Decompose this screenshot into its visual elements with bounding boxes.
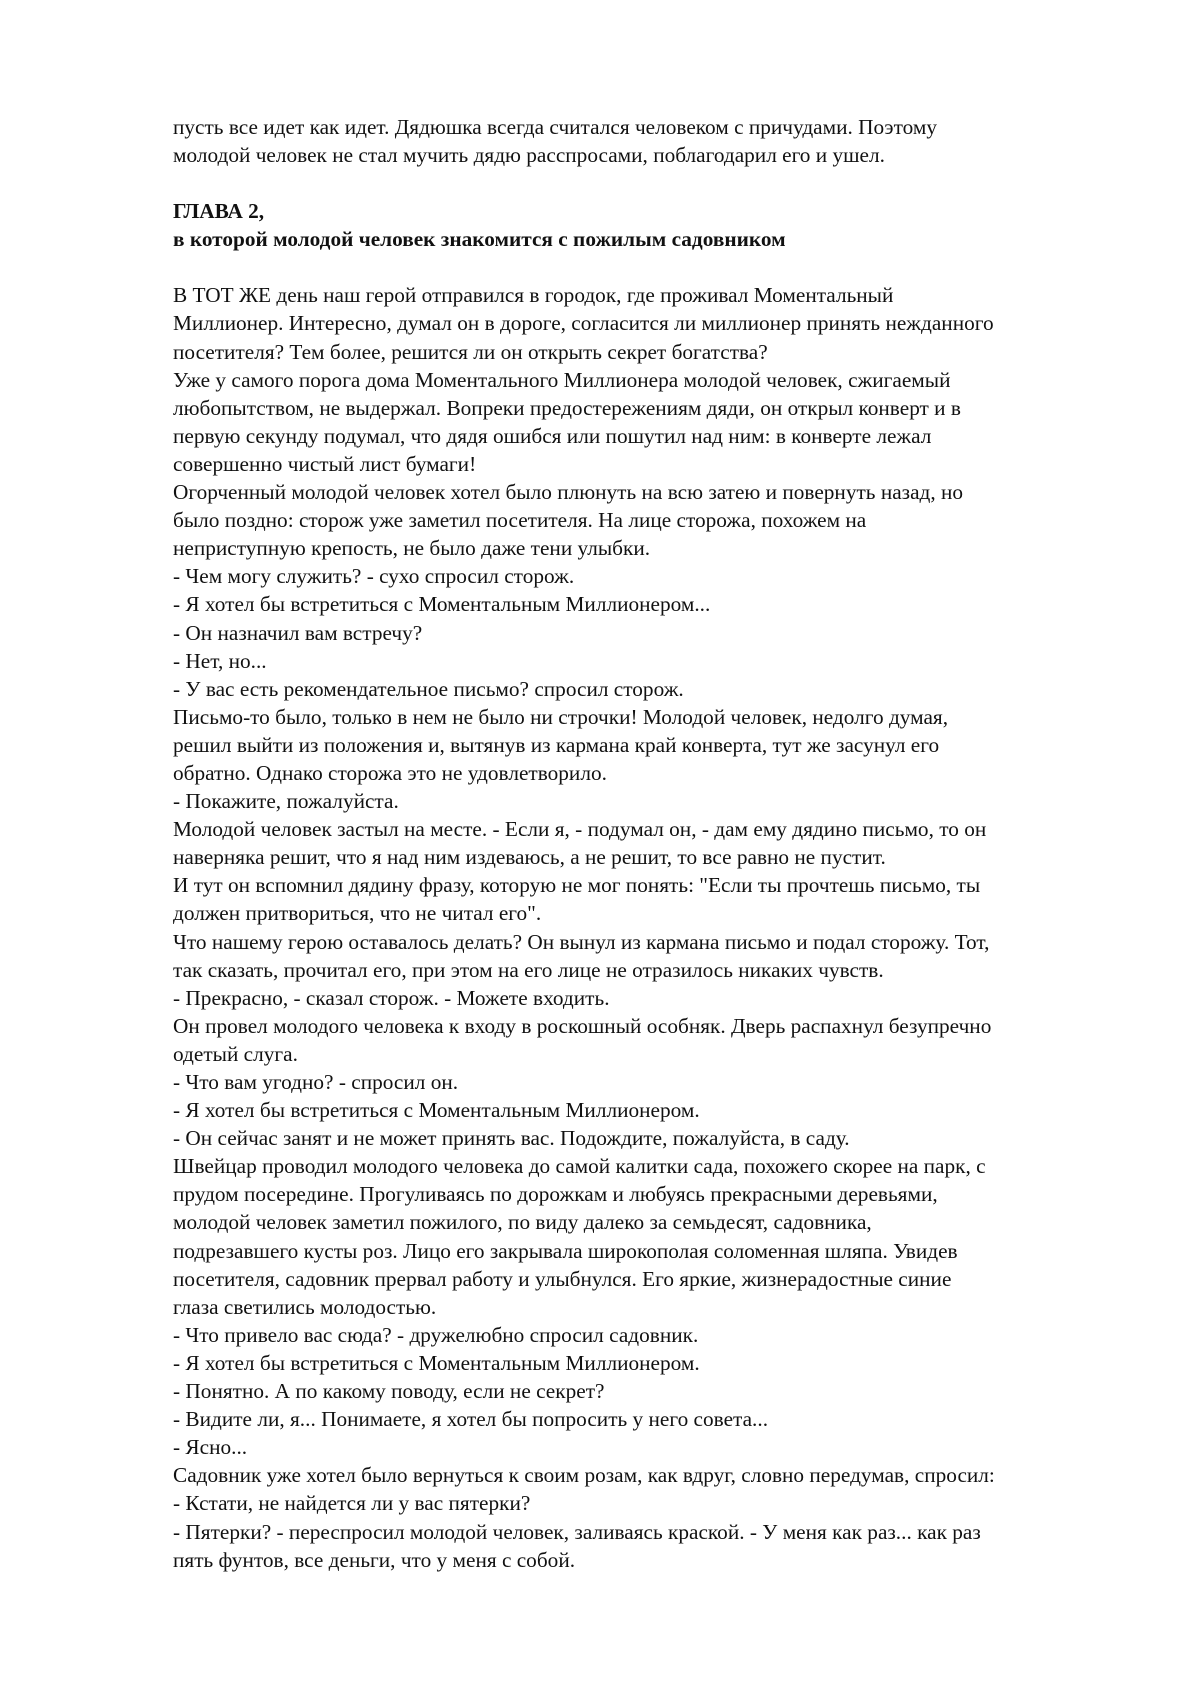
intro-paragraph bbox=[173, 113, 1133, 169]
text-line: подрезавшего кусты роз. Лицо его закрывала широкополая соломенная шляпа. Увидев bbox=[173, 1238, 958, 1263]
text-line: - Что вам угодно? - спросил он. bbox=[173, 1070, 459, 1094]
text-line: молодой человек не стал мучить дядю расспросами, поблагодарил его и ушел. bbox=[173, 143, 885, 168]
text-line: Швейцар проводил молодого человека до самой калитки сада, похожего скорее на парк, с bbox=[173, 1154, 986, 1179]
text-line: - Он сейчас занят и не может принять вас. Подождите, пожалуйста, в саду. bbox=[173, 1126, 850, 1151]
text-line: Садовник уже хотел было вернуться к своим розам, как вдруг, словно передумав, спросил: bbox=[173, 1463, 995, 1488]
text-line: Молодой человек застыл на месте. - Если я, - подумал он, - дам ему дядино письмо, то он bbox=[173, 817, 987, 842]
text-line: пять фунтов, все деньги, что у меня с собой. bbox=[173, 1547, 576, 1572]
text-line: совершенно чистый лист бумаги! bbox=[173, 451, 477, 476]
text-line: так сказать, прочитал его, при этом на его лице не отразилось никаких чувств. bbox=[173, 957, 884, 982]
text-line: - Прекрасно, - сказал сторож. - Можете входить. bbox=[173, 985, 610, 1010]
chapter-heading bbox=[173, 197, 1133, 253]
text-line: - Видите ли, я... Понимаете, я хотел бы попросить у него совета... bbox=[173, 1407, 769, 1432]
text-line: молодой человек заметил пожилого, по виду далеко за семьдесят, садовника, bbox=[173, 1210, 872, 1235]
text-line: неприступную крепость, не было даже тени улыбки. bbox=[173, 536, 651, 561]
text-line: любопытством, не выдержал. Вопреки предостережениям дяди, он открыл конверт и в bbox=[173, 395, 961, 420]
text-line: - Ясно... bbox=[173, 1435, 248, 1460]
text-line: обратно. Однако сторожа это не удовлетворило. bbox=[173, 760, 607, 785]
text-line: Письмо-то было, только в нем не было ни строчки! Молодой человек, недолго думая, bbox=[173, 704, 949, 729]
text-line: первую секунду подумал, что дядя ошибся или пошутил над ним: в конверте лежал bbox=[173, 423, 932, 448]
text-line: - Нет, но... bbox=[173, 648, 267, 673]
text-line: Миллионер. Интересно, думал он в дороге, согласится ли миллионер принять нежданного bbox=[173, 311, 994, 336]
text-line: Он провел молодого человека к входу в роскошный особняк. Дверь распахнул безупречно bbox=[173, 1013, 992, 1038]
text-line: И тут он вспомнил дядину фразу, которую не мог понять: "Если ты прочтешь письмо, ты bbox=[173, 873, 981, 898]
text-line: - Я хотел бы встретиться с Моментальным Миллионером... bbox=[173, 592, 711, 617]
text-line: - У вас есть рекомендательное письмо? спросил сторож. bbox=[173, 676, 684, 701]
text-line: - Он назначил вам встречу? bbox=[173, 620, 423, 645]
text-line: должен притвориться, что не читал его". bbox=[173, 901, 542, 926]
text-line: - Покажите, пожалуйста. bbox=[173, 789, 399, 814]
text-line: - Я хотел бы встретиться с Моментальным Миллионером. bbox=[173, 1098, 700, 1123]
text-line: одетый слуга. bbox=[173, 1041, 298, 1066]
text-line: глаза светились молодостью. bbox=[173, 1294, 437, 1319]
spacer bbox=[173, 253, 1133, 281]
text-line: пусть все идет как идет. Дядюшка всегда считался человеком с причудами. Поэтому bbox=[173, 115, 937, 139]
text-line: Уже у самого порога дома Моментального Миллионера молодой человек, сжигаемый bbox=[173, 367, 951, 392]
text-line: Огорченный молодой человек хотел было плюнуть на всю затею и повернуть назад, но bbox=[173, 480, 964, 505]
chapter-body bbox=[173, 281, 1133, 1573]
text-line: было поздно: сторож уже заметил посетителя. На лице сторожа, похожем на bbox=[173, 508, 867, 533]
text-line: - Кстати, не найдется ли у вас пятерки? bbox=[173, 1491, 531, 1516]
page-text bbox=[173, 113, 1133, 1574]
text-line: - Пятерки? - переспросил молодой человек, заливаясь краской. - У меня как раз... как раз bbox=[173, 1519, 981, 1544]
text-line: прудом посередине. Прогуливаясь по дорожкам и любуясь прекрасными деревьями, bbox=[173, 1182, 938, 1207]
chapter-title: ГЛАВА 2, bbox=[173, 199, 265, 224]
text-line: - Понятно. А по какому поводу, если не секрет? bbox=[173, 1379, 605, 1404]
text-line: - Что привело вас сюда? - дружелюбно спросил садовник. bbox=[173, 1322, 699, 1347]
text-line: посетителя, садовник прервал работу и улыбнулся. Его яркие, жизнерадостные синие bbox=[173, 1266, 952, 1291]
text-line: В ТОТ ЖЕ день наш герой отправился в городок, где проживал Моментальный bbox=[173, 283, 894, 308]
text-line: посетителя? Тем более, решится ли он открыть секрет богатства? bbox=[173, 339, 768, 364]
spacer bbox=[173, 169, 1133, 197]
text-line: - Я хотел бы встретиться с Моментальным Миллионером. bbox=[173, 1350, 700, 1375]
chapter-subtitle: в которой молодой человек знакомится с пожилым садовником bbox=[173, 227, 786, 252]
text-line: решил выйти из положения и, вытянув из кармана край конверта, тут же засунул его bbox=[173, 732, 940, 757]
text-line: наверняка решит, что я над ним издеваюсь, а не решит, то все равно не пустит. bbox=[173, 845, 886, 870]
text-line: Что нашему герою оставалось делать? Он вынул из кармана письмо и подал сторожу. Тот, bbox=[173, 929, 990, 954]
text-line: - Чем могу служить? - сухо спросил сторож. bbox=[173, 564, 575, 589]
